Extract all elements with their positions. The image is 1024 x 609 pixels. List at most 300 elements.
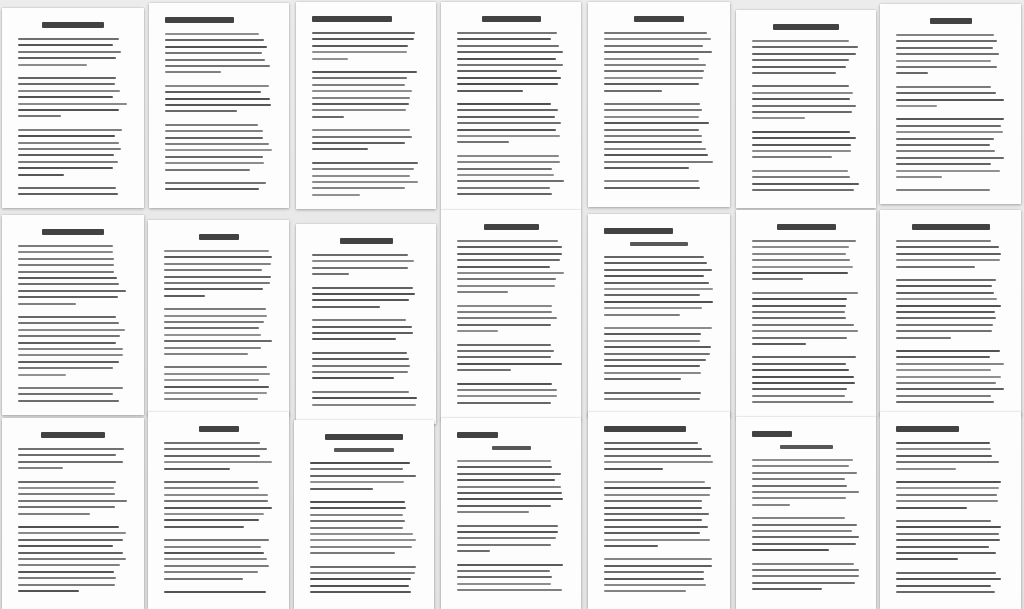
text-line [752, 472, 857, 474]
text-line [457, 305, 552, 307]
text-line [604, 340, 700, 342]
text-line [18, 64, 87, 66]
text-line [896, 585, 991, 587]
text-line [164, 494, 268, 496]
text-line [752, 524, 857, 526]
text-line [752, 246, 849, 248]
document-page-17 [294, 420, 434, 609]
text-line [896, 279, 996, 281]
text-line [752, 363, 846, 365]
text-line [457, 253, 562, 255]
text-line [896, 125, 1001, 127]
document-page-8 [2, 215, 144, 415]
text-line [164, 546, 261, 548]
text-line [310, 481, 404, 483]
document-page-20 [736, 417, 876, 609]
text-line [604, 83, 699, 85]
text-line [752, 253, 846, 255]
text-line [604, 481, 705, 483]
page-heading [199, 234, 239, 240]
text-line [752, 92, 853, 94]
text-line [604, 103, 700, 105]
text-line [604, 129, 699, 131]
text-line [604, 442, 698, 444]
text-line [18, 316, 116, 318]
text-line [18, 290, 126, 292]
text-line [164, 526, 244, 528]
text-line [752, 491, 859, 493]
text-line [164, 295, 205, 297]
text-line [604, 545, 658, 547]
text-line [164, 353, 248, 355]
text-line [752, 131, 850, 133]
text-line [164, 263, 271, 265]
text-line [312, 103, 409, 105]
text-line [896, 92, 996, 94]
text-line [164, 519, 259, 521]
text-line [18, 148, 121, 150]
text-line [896, 40, 997, 42]
text-line [18, 448, 124, 450]
text-line [18, 348, 123, 350]
text-line [457, 180, 564, 182]
text-line [18, 296, 118, 298]
text-line [896, 552, 996, 554]
text-line [604, 148, 706, 150]
text-line [752, 337, 847, 339]
text-line [164, 507, 272, 509]
text-line [312, 77, 407, 79]
text-line [18, 354, 123, 356]
text-line [165, 182, 266, 184]
document-page-6 [736, 10, 876, 208]
document-page-11 [441, 210, 581, 420]
text-line [604, 565, 712, 567]
text-line [896, 363, 1004, 365]
text-line [457, 486, 561, 488]
text-line [165, 143, 269, 145]
document-page-21 [880, 412, 1021, 609]
text-line [310, 578, 411, 580]
text-line [604, 372, 701, 374]
text-line [312, 397, 417, 399]
text-line [312, 267, 408, 269]
text-line [896, 131, 1003, 133]
text-line [604, 500, 702, 502]
text-line [604, 122, 709, 124]
page-subheading [334, 448, 394, 452]
text-line [310, 546, 412, 548]
text-line [752, 478, 845, 480]
text-line [896, 572, 996, 574]
text-line [164, 366, 267, 368]
text-line [165, 156, 263, 158]
text-line [604, 398, 700, 400]
text-line [457, 193, 552, 195]
text-line [896, 99, 1004, 101]
text-line [164, 558, 267, 560]
text-line [310, 572, 415, 574]
text-line [165, 130, 263, 132]
text-line [18, 38, 119, 40]
text-line [312, 273, 349, 275]
text-line [18, 329, 125, 331]
text-line [457, 389, 557, 391]
page-heading [752, 431, 792, 437]
text-line [896, 395, 991, 397]
text-line [604, 378, 681, 380]
text-line [457, 356, 551, 358]
text-line [18, 77, 116, 79]
text-line [604, 256, 704, 258]
document-page-16 [148, 412, 289, 609]
text-line [604, 353, 710, 355]
page-subheading [780, 445, 833, 449]
text-line [164, 308, 266, 310]
text-line [604, 90, 662, 92]
text-line [604, 32, 707, 34]
text-line [896, 311, 995, 313]
text-line [752, 72, 836, 74]
text-line [457, 369, 511, 371]
text-line [604, 58, 699, 60]
text-line [604, 307, 702, 309]
text-line [18, 57, 116, 59]
text-line [310, 566, 416, 568]
text-line [18, 400, 119, 402]
text-line [457, 511, 529, 513]
text-line [310, 533, 413, 535]
text-line [604, 526, 708, 528]
text-line [604, 494, 710, 496]
text-line [604, 282, 709, 284]
text-line [457, 492, 562, 494]
text-line [164, 461, 272, 463]
text-line [18, 251, 113, 253]
text-line [18, 374, 66, 376]
text-line [896, 305, 1001, 307]
text-line [457, 187, 550, 189]
document-page-10 [296, 224, 436, 424]
text-line [18, 461, 123, 463]
text-line [752, 588, 822, 590]
text-line [312, 358, 409, 360]
page-heading [912, 224, 990, 230]
text-line [752, 176, 850, 178]
text-line [310, 591, 411, 593]
page-heading [312, 16, 392, 22]
text-line [165, 110, 237, 112]
text-line [896, 591, 995, 593]
text-line [752, 156, 832, 158]
text-line [752, 401, 853, 403]
text-line [457, 564, 563, 566]
page-heading [604, 228, 673, 234]
text-line [896, 144, 990, 146]
page-heading [604, 426, 686, 432]
text-line [604, 135, 702, 137]
text-line [18, 322, 119, 324]
text-line [604, 507, 702, 509]
text-line [604, 513, 709, 515]
page-heading [482, 16, 541, 22]
text-line [165, 71, 221, 73]
text-line [18, 506, 115, 508]
text-line [896, 240, 991, 242]
text-line [896, 118, 1004, 120]
text-line [457, 583, 551, 585]
text-line [310, 520, 405, 522]
text-line [164, 250, 269, 252]
document-page-4 [441, 2, 581, 210]
page-heading [165, 17, 234, 23]
text-line [18, 96, 113, 98]
text-line [457, 161, 560, 163]
text-line [310, 514, 403, 516]
text-line [752, 376, 854, 378]
text-line [164, 513, 264, 515]
document-page-19 [588, 412, 730, 609]
text-line [752, 98, 850, 100]
text-line [312, 332, 413, 334]
text-line [604, 359, 706, 361]
page-subheading [630, 242, 688, 246]
text-line [457, 383, 552, 385]
text-line [752, 53, 856, 55]
text-line [896, 448, 991, 450]
text-line [18, 303, 76, 305]
text-line [164, 276, 271, 278]
page-heading [457, 432, 498, 438]
text-line [752, 144, 851, 146]
text-line [165, 162, 264, 164]
text-line [896, 481, 1001, 483]
text-line [896, 266, 975, 268]
text-line [165, 188, 259, 190]
text-line [752, 517, 845, 519]
text-line [896, 520, 991, 522]
text-line [896, 285, 992, 287]
text-line [752, 543, 856, 545]
text-line [896, 317, 996, 319]
text-line [604, 180, 699, 182]
text-line [604, 116, 699, 118]
page-heading [325, 434, 403, 440]
page-heading [41, 432, 105, 438]
text-line [752, 272, 848, 274]
text-line [310, 539, 416, 541]
text-line [165, 137, 263, 139]
text-line [752, 311, 845, 313]
text-line [165, 98, 270, 100]
text-line [312, 90, 412, 92]
text-line [604, 167, 689, 169]
text-line [18, 277, 117, 279]
text-line [752, 298, 847, 300]
text-line [18, 83, 115, 85]
text-line [457, 70, 557, 72]
text-line [18, 129, 122, 131]
text-line [604, 532, 700, 534]
text-line [457, 272, 564, 274]
text-line [752, 549, 829, 551]
text-line [896, 546, 989, 548]
page-heading [634, 16, 684, 22]
text-line [896, 53, 999, 55]
document-page-2 [149, 3, 289, 208]
text-line [18, 571, 114, 573]
text-line [18, 264, 114, 266]
text-line [896, 382, 996, 384]
text-line [896, 66, 997, 68]
text-line [312, 352, 407, 354]
text-line [604, 346, 711, 348]
text-line [164, 468, 230, 470]
text-line [310, 488, 373, 490]
text-line [18, 271, 114, 273]
text-line [457, 344, 551, 346]
text-line [896, 298, 997, 300]
text-line [457, 129, 556, 131]
text-line [18, 90, 120, 92]
text-line [312, 45, 408, 47]
text-line [312, 136, 412, 138]
text-line [457, 363, 562, 365]
text-line [18, 454, 116, 456]
text-line [164, 373, 270, 375]
text-line [896, 369, 991, 371]
text-line [18, 335, 120, 337]
text-line [164, 334, 261, 336]
text-line [752, 382, 855, 384]
text-line [752, 317, 846, 319]
text-line [896, 105, 937, 107]
text-line [457, 285, 555, 287]
text-line [604, 51, 712, 53]
text-line [457, 259, 560, 261]
text-line [312, 293, 415, 295]
text-line [896, 401, 994, 403]
text-line [18, 135, 115, 137]
text-line [18, 590, 79, 592]
text-line [18, 387, 123, 389]
text-line [312, 58, 348, 60]
text-line [457, 32, 557, 34]
text-line [896, 468, 956, 470]
text-line [312, 38, 414, 40]
text-line [310, 501, 405, 503]
text-line [604, 487, 711, 489]
text-line [18, 513, 90, 515]
text-line [604, 141, 702, 143]
text-line [604, 392, 701, 394]
text-line [457, 174, 554, 176]
text-line [752, 504, 790, 506]
text-line [604, 333, 701, 335]
text-line [164, 578, 243, 580]
text-line [752, 85, 849, 87]
text-line [896, 526, 1001, 528]
text-line [604, 519, 702, 521]
text-line [457, 350, 554, 352]
text-line [312, 181, 418, 183]
text-line [312, 319, 406, 321]
text-line [752, 278, 803, 280]
text-line [752, 259, 850, 261]
text-line [18, 558, 126, 560]
text-line [165, 59, 265, 61]
text-line [312, 51, 407, 53]
text-line [18, 393, 113, 395]
text-line [165, 46, 267, 48]
text-line [896, 487, 999, 489]
text-line [164, 500, 268, 502]
text-line [18, 487, 114, 489]
text-line [457, 51, 563, 53]
text-line [164, 327, 259, 329]
text-line [896, 324, 993, 326]
text-line [312, 84, 405, 86]
text-line [18, 161, 118, 163]
text-line [604, 288, 713, 290]
text-line [752, 530, 852, 532]
text-line [896, 376, 1001, 378]
text-line [604, 262, 707, 264]
text-line [312, 194, 360, 196]
text-line [752, 582, 855, 584]
document-page-12 [588, 214, 730, 417]
text-line [18, 51, 121, 53]
text-line [604, 70, 704, 72]
page-heading [896, 426, 959, 432]
text-line [896, 246, 999, 248]
text-line [457, 246, 562, 248]
text-line [457, 550, 490, 552]
text-line [164, 565, 269, 567]
text-line [164, 552, 264, 554]
text-line [312, 391, 409, 393]
text-line [18, 154, 114, 156]
text-line [752, 46, 858, 48]
text-line [752, 117, 805, 119]
text-line [457, 90, 523, 92]
text-line [312, 371, 408, 373]
text-line [752, 66, 846, 68]
text-line [604, 269, 712, 271]
text-line [604, 161, 713, 163]
text-line [18, 545, 113, 547]
text-line [164, 288, 263, 290]
text-line [604, 64, 706, 66]
text-line [752, 324, 854, 326]
text-line [312, 148, 368, 150]
text-line [457, 570, 550, 572]
page-heading [42, 22, 104, 28]
text-line [310, 552, 395, 554]
text-line [165, 65, 270, 67]
text-line [164, 481, 258, 483]
text-line [457, 278, 556, 280]
text-line [752, 369, 849, 371]
text-line [18, 115, 61, 117]
text-line [18, 174, 64, 176]
page-subheading [492, 446, 531, 450]
text-line [457, 266, 550, 268]
text-line [896, 138, 994, 140]
document-page-13 [736, 210, 876, 418]
text-line [164, 455, 260, 457]
text-line [604, 448, 702, 450]
